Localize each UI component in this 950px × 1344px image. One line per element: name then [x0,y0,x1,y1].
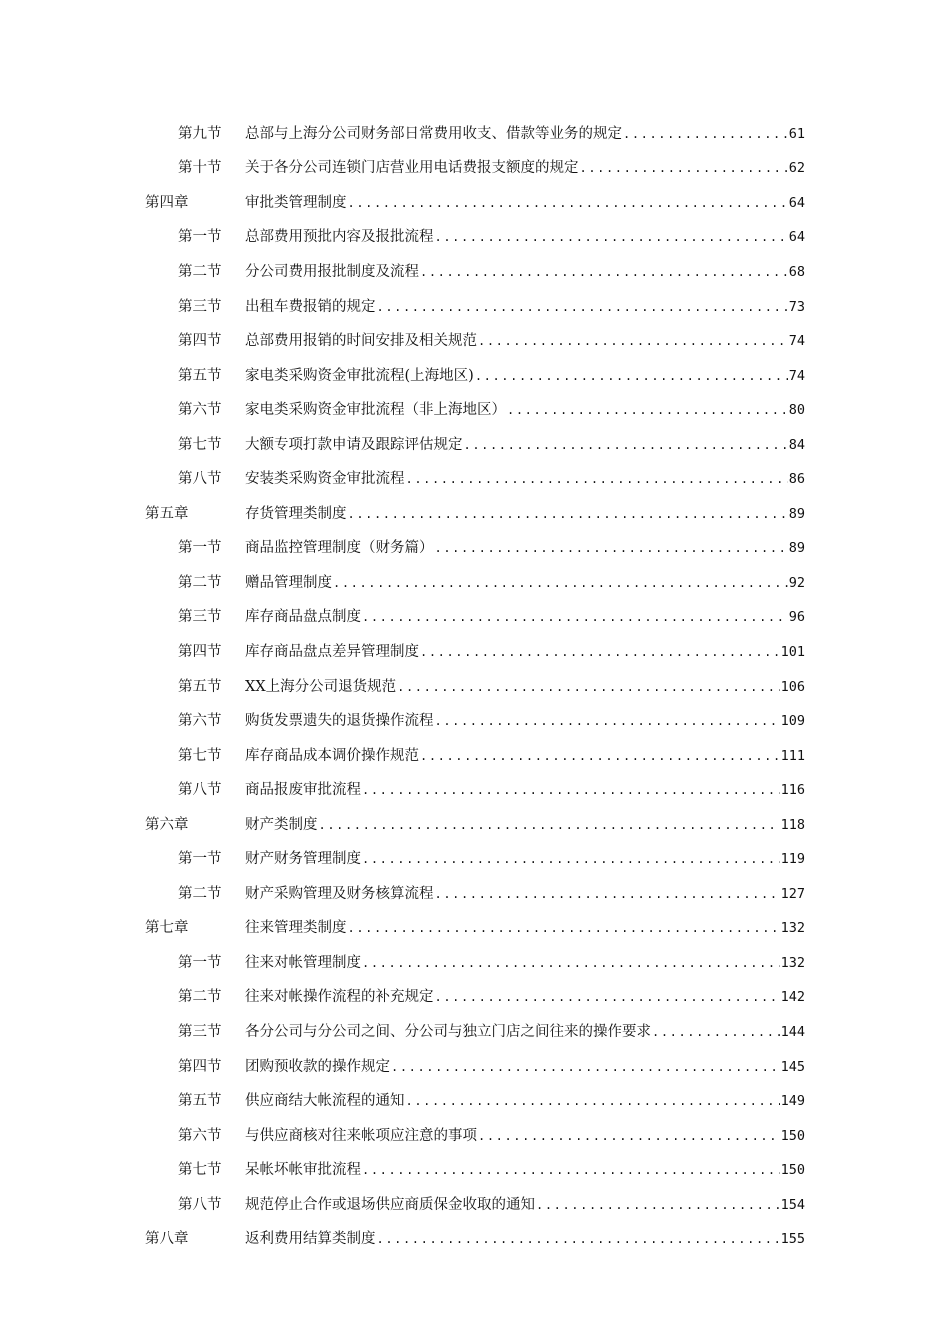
dot-leader [377,1232,780,1246]
section-number: 第二节 [178,263,222,280]
dot-leader [507,403,788,417]
entry-title: 往来对帐管理制度 [245,954,361,971]
toc-section-entry[interactable] [0,1186,950,1221]
page-number: 132 [780,920,805,937]
entry-title: 总部与上海分公司财务部日常费用收支、借款等业务的规定 [245,125,622,142]
toc-section-entry[interactable] [0,633,950,668]
page-number: 92 [788,574,805,591]
entry-title: 库存商品成本调价操作规范 [245,747,419,764]
entry-title: 往来对帐操作流程的补充规定 [245,989,434,1006]
toc-section-entry[interactable] [0,840,950,875]
toc-section-entry[interactable] [0,599,950,634]
entry-title: 往来管理类制度 [245,920,347,937]
page-number: 150 [780,1127,805,1144]
entry-title: 商品报废审批流程 [245,782,361,799]
page-number: 119 [780,851,805,868]
toc-section-entry[interactable] [0,1117,950,1152]
entry-title: 分公司费用报批制度及流程 [245,263,419,280]
dot-leader [475,369,788,383]
chapter-number: 第四章 [145,194,189,211]
toc-section-entry[interactable] [0,426,950,461]
page-number: 132 [780,954,805,971]
page-number: 86 [788,471,805,488]
section-number: 第三节 [178,298,222,315]
page-number: 89 [788,540,805,557]
entry-title: 大额专项打款申请及跟踪评估规定 [245,436,463,453]
dot-leader [478,1129,780,1143]
chapter-number: 第五章 [145,505,189,522]
dot-leader [406,472,788,486]
toc-section-entry[interactable] [0,875,950,910]
page-number: 142 [780,989,805,1006]
table-of-contents [0,115,950,1255]
page-number: 62 [788,160,805,177]
toc-chapter-entry[interactable] [0,806,950,841]
toc-section-entry[interactable] [0,150,950,185]
section-number: 第五节 [178,1093,222,1110]
section-number: 第五节 [178,678,222,695]
toc-section-entry[interactable] [0,322,950,357]
page-number: 84 [788,436,805,453]
entry-title: 返利费用结算类制度 [245,1231,376,1248]
entry-title: 审批类管理制度 [245,194,347,211]
section-number: 第一节 [178,540,222,557]
page-number: 145 [780,1058,805,1075]
section-number: 第六节 [178,402,222,419]
page-number: 118 [780,816,805,833]
section-number: 第三节 [178,1023,222,1040]
entry-title: 与供应商核对往来帐项应注意的事项 [245,1127,477,1144]
toc-section-entry[interactable] [0,391,950,426]
dot-leader [362,956,780,970]
page-number: 73 [788,298,805,315]
entry-title: 供应商结大帐流程的通知 [245,1093,405,1110]
toc-section-entry[interactable] [0,1013,950,1048]
section-number: 第六节 [178,713,222,730]
section-number: 第七节 [178,1162,222,1179]
toc-section-entry[interactable] [0,1048,950,1083]
entry-title: 家电类采购资金审批流程(上海地区) [245,367,474,384]
section-number: 第九节 [178,125,222,142]
dot-leader [362,1163,780,1177]
toc-section-entry[interactable] [0,564,950,599]
page-number: 89 [788,505,805,522]
dot-leader [362,783,780,797]
toc-section-entry[interactable] [0,771,950,806]
entry-title: 财产采购管理及财务核算流程 [245,885,434,902]
toc-section-entry[interactable] [0,1151,950,1186]
dot-leader [623,127,788,141]
page-number: 101 [780,643,805,660]
section-number: 第三节 [178,609,222,626]
page-number: 96 [788,609,805,626]
section-number: 第二节 [178,885,222,902]
page-number: 74 [788,367,805,384]
dot-leader [397,680,779,694]
toc-chapter-entry[interactable] [0,910,950,945]
dot-leader [435,887,780,901]
section-number: 第八节 [178,1196,222,1213]
page-number: 61 [788,125,805,142]
section-number: 第四节 [178,333,222,350]
entry-title: 财产财务管理制度 [245,851,361,868]
toc-section-entry[interactable] [0,288,950,323]
dot-leader [362,610,788,624]
entry-title: 财产类制度 [245,816,318,833]
entry-title: 存货管理类制度 [245,505,347,522]
section-number: 第一节 [178,229,222,246]
page-number: 149 [780,1093,805,1110]
section-number: 第七节 [178,747,222,764]
page-number: 64 [788,194,805,211]
page-number: 64 [788,229,805,246]
dot-leader [377,300,788,314]
chapter-number: 第七章 [145,920,189,937]
toc-section-entry[interactable] [0,219,950,254]
dot-leader [348,921,780,935]
dot-leader [478,334,788,348]
page-number: 154 [780,1196,805,1213]
dot-leader [406,1094,780,1108]
section-number: 第八节 [178,782,222,799]
page-number: 68 [788,263,805,280]
dot-leader [391,1060,780,1074]
entry-title: 安装类采购资金审批流程 [245,471,405,488]
dot-leader [435,230,788,244]
entry-title: 关于各分公司连锁门店营业用电话费报支额度的规定 [245,160,579,177]
toc-chapter-entry[interactable] [0,1221,950,1256]
section-number: 第八节 [178,471,222,488]
dot-leader [420,749,780,763]
entry-title: 总部费用报销的时间安排及相关规范 [245,333,477,350]
page-number: 106 [780,678,805,695]
toc-section-entry[interactable] [0,115,950,150]
toc-section-entry[interactable] [0,737,950,772]
section-number: 第十节 [178,160,222,177]
entry-title: 库存商品盘点制度 [245,609,361,626]
dot-leader [319,818,780,832]
dot-leader [435,714,780,728]
page-number: 74 [788,333,805,350]
section-number: 第一节 [178,954,222,971]
entry-title: 购货发票遗失的退货操作流程 [245,713,434,730]
dot-leader [348,507,788,521]
toc-section-entry[interactable] [0,460,950,495]
page-number: 116 [780,782,805,799]
section-number: 第一节 [178,851,222,868]
toc-section-entry[interactable] [0,979,950,1014]
page-number: 127 [780,885,805,902]
dot-leader [435,990,780,1004]
entry-title: 库存商品盘点差异管理制度 [245,643,419,660]
toc-section-entry[interactable] [0,944,950,979]
toc-section-entry[interactable] [0,668,950,703]
toc-section-entry[interactable] [0,1082,950,1117]
entry-title: 商品监控管理制度（财务篇） [245,540,434,557]
entry-title: 出租车费报销的规定 [245,298,376,315]
section-number: 第四节 [178,643,222,660]
dot-leader [362,852,780,866]
entry-title: XX上海分公司退货规范 [245,678,397,695]
entry-title: 团购预收款的操作规定 [245,1058,390,1075]
section-number: 第二节 [178,989,222,1006]
toc-chapter-entry[interactable] [0,184,950,219]
dot-leader [420,265,788,279]
toc-section-entry[interactable] [0,530,950,565]
page-number: 109 [780,713,805,730]
dot-leader [652,1025,780,1039]
dot-leader [348,196,788,210]
toc-chapter-entry[interactable] [0,495,950,530]
section-number: 第二节 [178,574,222,591]
section-number: 第四节 [178,1058,222,1075]
dot-leader [420,645,780,659]
toc-section-entry[interactable] [0,253,950,288]
entry-title: 各分公司与分公司之间、分公司与独立门店之间往来的操作要求 [245,1023,651,1040]
chapter-number: 第六章 [145,816,189,833]
dot-leader [536,1198,780,1212]
page-number: 144 [780,1023,805,1040]
toc-section-entry[interactable] [0,702,950,737]
entry-title: 呆帐坏帐审批流程 [245,1162,361,1179]
entry-title: 规范停止合作或退场供应商质保金收取的通知 [245,1196,535,1213]
entry-title: 赠品管理制度 [245,574,332,591]
section-number: 第七节 [178,436,222,453]
chapter-number: 第八章 [145,1231,189,1248]
entry-title: 总部费用预批内容及报批流程 [245,229,434,246]
page-number: 80 [788,402,805,419]
page-number: 111 [780,747,805,764]
dot-leader [333,576,788,590]
dot-leader [580,161,788,175]
toc-section-entry[interactable] [0,357,950,392]
dot-leader [464,438,788,452]
section-number: 第六节 [178,1127,222,1144]
dot-leader [435,541,788,555]
page-number: 150 [780,1162,805,1179]
section-number: 第五节 [178,367,222,384]
entry-title: 家电类采购资金审批流程（非上海地区） [245,402,506,419]
page-number: 155 [780,1231,805,1248]
